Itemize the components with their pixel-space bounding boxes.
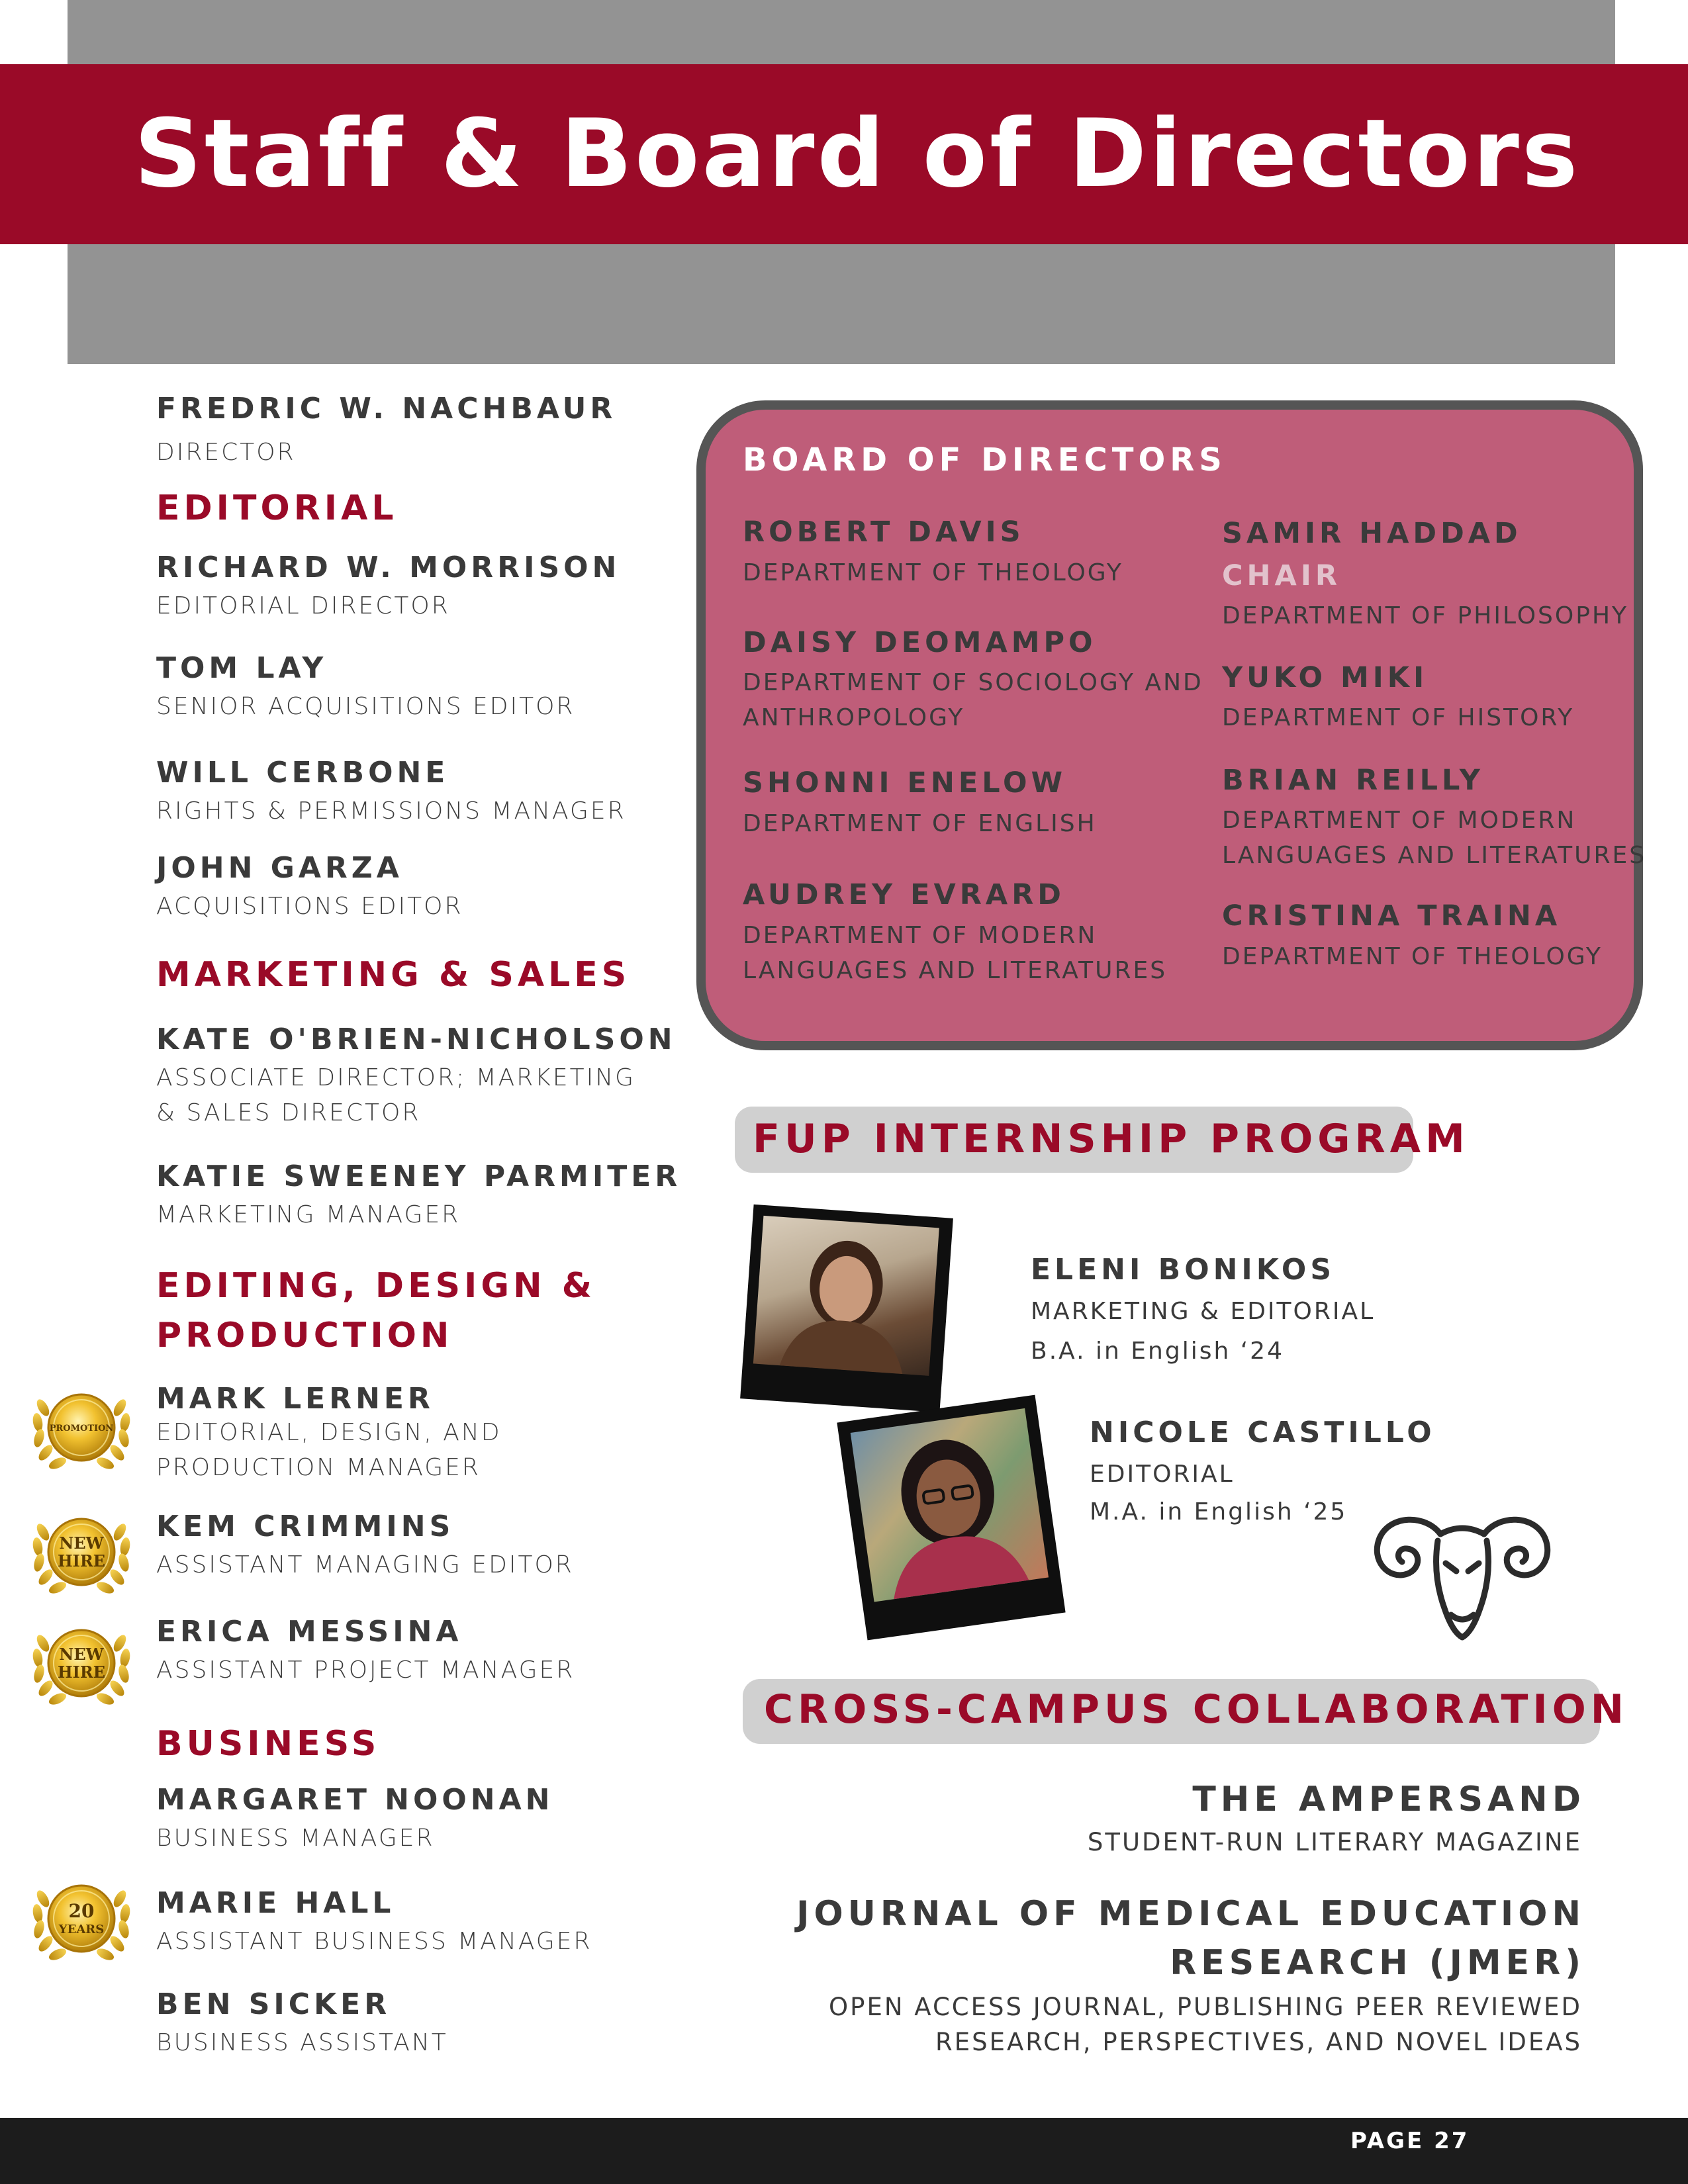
collaboration-name: JOURNAL OF MEDICAL EDUCATION <box>796 1894 1585 1934</box>
board-member-dept: DEPARTMENT OF MODERN <box>743 922 1098 949</box>
collaboration-desc: STUDENT-RUN LITERARY MAGAZINE <box>1087 1828 1582 1856</box>
board-member-dept: DEPARTMENT OF SOCIOLOGY AND <box>743 669 1203 696</box>
staff-name: MARIE HALL <box>156 1886 395 1920</box>
collaboration-desc: OPEN ACCESS JOURNAL, PUBLISHING PEER REVIEWED <box>829 1993 1582 2021</box>
board-member-dept: DEPARTMENT OF THEOLOGY <box>743 559 1123 586</box>
board-chair-title: CHAIR <box>1222 559 1341 592</box>
board-heading: BOARD OF DIRECTORS <box>743 441 1227 478</box>
intern-degree: B.A. in English ‘24 <box>1031 1338 1284 1365</box>
staff-name: MARK LERNER <box>156 1382 434 1416</box>
collaboration-name: RESEARCH (JMER) <box>1170 1943 1585 1983</box>
promotion-badge-icon <box>32 1378 131 1477</box>
staff-name: MARGARET NOONAN <box>156 1783 554 1817</box>
collaboration-name: THE AMPERSAND <box>1192 1780 1585 1819</box>
staff-role: BUSINESS MANAGER <box>156 1825 435 1852</box>
board-member-dept: DEPARTMENT OF PHILOSOPHY <box>1222 602 1629 629</box>
staff-name: TOM LAY <box>156 651 328 685</box>
intern-photo-eleni <box>740 1205 953 1412</box>
section-heading-editorial: EDITORIAL <box>156 488 398 528</box>
page-number: PAGE 27 <box>1350 2128 1470 2154</box>
board-member-dept: LANGUAGES AND LITERATURES <box>1222 842 1647 869</box>
board-member-dept: DEPARTMENT OF HISTORY <box>1222 704 1575 731</box>
badge-label: HIRE <box>57 1551 106 1570</box>
person-portrait-icon <box>753 1216 939 1376</box>
staff-name: JOHN GARZA <box>156 851 403 885</box>
staff-role: ASSISTANT PROJECT MANAGER <box>156 1657 575 1684</box>
board-member-name: BRIAN REILLY <box>1222 764 1484 797</box>
page-title: Staff & Board of Directors <box>134 99 1581 208</box>
new-hire-badge-icon <box>32 1502 131 1602</box>
staff-name: BEN SICKER <box>156 1987 391 2021</box>
board-member-name: SHONNI ENELOW <box>743 766 1067 799</box>
board-member-name: ROBERT DAVIS <box>743 516 1025 549</box>
badge-label: NEW <box>59 1645 104 1664</box>
board-member-name: SAMIR HADDAD <box>1222 517 1522 550</box>
staff-role: ASSISTANT MANAGING EDITOR <box>156 1551 574 1578</box>
staff-role: SENIOR ACQUISITIONS EDITOR <box>156 693 575 720</box>
board-member-dept: DEPARTMENT OF ENGLISH <box>743 810 1097 837</box>
ram-head-icon <box>1366 1502 1558 1648</box>
section-heading-production: EDITING, DESIGN & <box>156 1266 596 1306</box>
section-heading-business: BUSINESS <box>156 1724 381 1764</box>
staff-role: BUSINESS ASSISTANT <box>156 2029 448 2056</box>
staff-name: KATIE SWEENEY PARMITER <box>156 1160 682 1193</box>
board-member-name: AUDREY EVRARD <box>743 878 1066 911</box>
board-member-name: YUKO MIKI <box>1222 661 1429 694</box>
intern-name: NICOLE CASTILLO <box>1090 1416 1436 1449</box>
badge-label: PROMOTION <box>49 1424 114 1433</box>
staff-name: RICHARD W. MORRISON <box>156 551 621 584</box>
badge-label: YEARS <box>58 1923 105 1936</box>
staff-name: KEM CRIMMINS <box>156 1510 455 1543</box>
intern-role: EDITORIAL <box>1090 1461 1235 1488</box>
internship-heading: FUP INTERNSHIP PROGRAM <box>753 1116 1470 1162</box>
staff-role: EDITORIAL, DESIGN, AND <box>156 1419 502 1446</box>
staff-name: KATE O'BRIEN-NICHOLSON <box>156 1023 677 1056</box>
staff-role: ASSISTANT BUSINESS MANAGER <box>156 1928 592 1955</box>
anniversary-badge-icon <box>32 1869 131 1968</box>
board-member-dept: LANGUAGES AND LITERATURES <box>743 957 1168 984</box>
staff-role: MARKETING MANAGER <box>156 1201 461 1228</box>
badge-label: NEW <box>59 1533 104 1553</box>
intern-photo-nicole <box>837 1395 1065 1641</box>
intern-role: MARKETING & EDITORIAL <box>1031 1298 1376 1325</box>
staff-role: ACQUISITIONS EDITOR <box>156 893 463 920</box>
staff-role: EDITORIAL DIRECTOR <box>156 592 450 619</box>
staff-name: WILL CERBONE <box>156 756 449 790</box>
badge-label: 20 <box>68 1900 95 1922</box>
board-member-name: CRISTINA TRAINA <box>1222 899 1562 933</box>
board-member-name: DAISY DEOMAMPO <box>743 626 1097 659</box>
new-hire-badge-icon <box>32 1614 131 1713</box>
director-role: DIRECTOR <box>156 439 296 466</box>
section-heading-marketing: MARKETING & SALES <box>156 955 631 995</box>
intern-degree: M.A. in English ‘25 <box>1090 1498 1348 1525</box>
board-member-dept: ANTHROPOLOGY <box>743 704 965 731</box>
collaboration-heading: CROSS-CAMPUS COLLABORATION <box>764 1686 1628 1733</box>
board-member-dept: DEPARTMENT OF MODERN <box>1222 807 1577 834</box>
intern-name: ELENI BONIKOS <box>1031 1253 1336 1287</box>
collaboration-desc: RESEARCH, PERSPECTIVES, AND NOVEL IDEAS <box>935 2028 1582 2056</box>
staff-role: & SALES DIRECTOR <box>156 1099 421 1126</box>
person-portrait-icon <box>851 1408 1049 1602</box>
staff-role: ASSOCIATE DIRECTOR; MARKETING <box>156 1064 636 1091</box>
board-member-dept: DEPARTMENT OF THEOLOGY <box>1222 943 1603 970</box>
staff-name: ERICA MESSINA <box>156 1615 463 1649</box>
director-name: FREDRIC W. NACHBAUR <box>156 392 617 426</box>
section-heading-production: PRODUCTION <box>156 1316 453 1355</box>
badge-label: HIRE <box>57 1662 106 1682</box>
staff-role: PRODUCTION MANAGER <box>156 1454 481 1481</box>
staff-role: RIGHTS & PERMISSIONS MANAGER <box>156 797 626 825</box>
